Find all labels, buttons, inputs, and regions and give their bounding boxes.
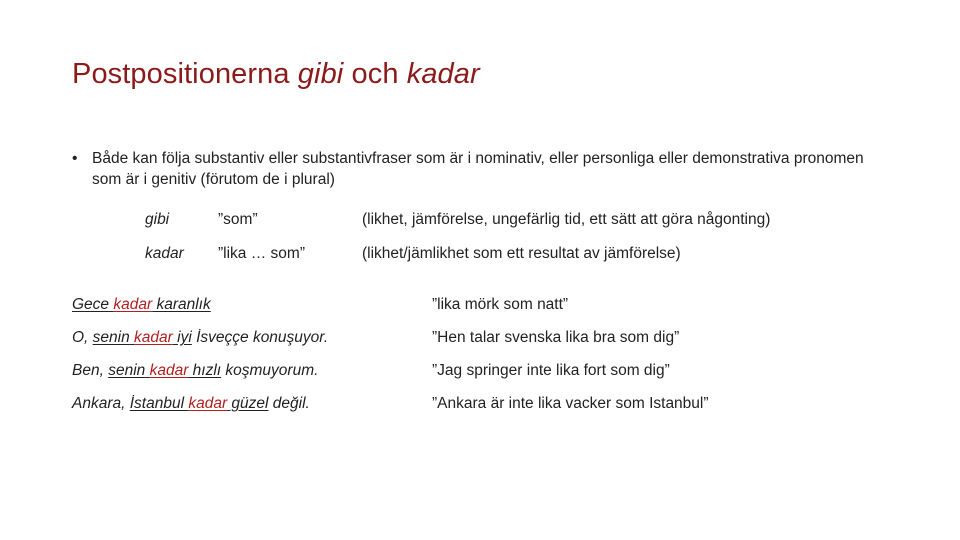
example-word: İstanbul [129,395,185,412]
definition-row-gibi [0,211,960,233]
definition-gloss: ”lika … som” [218,245,305,262]
bullet-text: Både kan följa substantiv eller substantivfraser som är i nominativ, eller personliga eller demonstrativa pronomen som är i genitiv (förutom de i plural) [92,150,864,188]
example-turkish-1 [72,296,211,314]
definition-description: (likhet/jämlikhet som ett resultat av jämförelse) [362,245,681,262]
example-word: karanlık [152,296,211,313]
title-word-gibi: gibi [297,58,344,90]
example-turkish-2 [72,329,328,347]
example-swedish-4: ”Ankara är inte lika vacker som Istanbul” [432,395,709,412]
slide-title [72,58,480,91]
example-word: güzel [227,395,269,412]
bullet-point [72,148,892,190]
example-swedish-1: ”lika mörk som natt” [432,296,569,313]
example-turkish-3 [72,362,318,380]
definition-gloss: ”som” [218,211,258,228]
example-word: iyi [172,329,192,346]
title-word-kadar: kadar [406,58,480,90]
example-kadar: kadar [134,329,173,346]
definition-description: (likhet, jämförelse, ungefärlig tid, ett sätt att göra någonting) [362,211,771,228]
example-word: Gece [72,296,110,313]
definition-term: kadar [145,245,184,262]
example-rest: İsveççe konuşuyor. [191,329,329,346]
example-turkish-4 [72,395,310,413]
definition-row-kadar [0,245,960,267]
example-rest: değil. [268,395,310,412]
title-prefix: Postpositionerna [72,58,298,90]
definition-term: gibi [145,211,170,228]
example-kadar: kadar [188,395,228,412]
example-prefix: O, [72,329,93,346]
example-kadar: kadar [149,362,189,379]
example-kadar: kadar [113,296,153,313]
example-prefix: Ankara, [72,395,130,412]
example-word: hızlı [188,362,222,379]
title-mid: och [343,58,407,90]
example-prefix: Ben, [72,362,109,379]
example-swedish-2: ”Hen talar svenska lika bra som dig” [432,329,680,346]
example-word: senin [92,329,130,346]
example-word: senin [108,362,146,379]
example-rest: koşmuyorum. [221,362,319,379]
bullet-icon: • [72,150,78,167]
example-swedish-3: ”Jag springer inte lika fort som dig” [432,362,670,379]
